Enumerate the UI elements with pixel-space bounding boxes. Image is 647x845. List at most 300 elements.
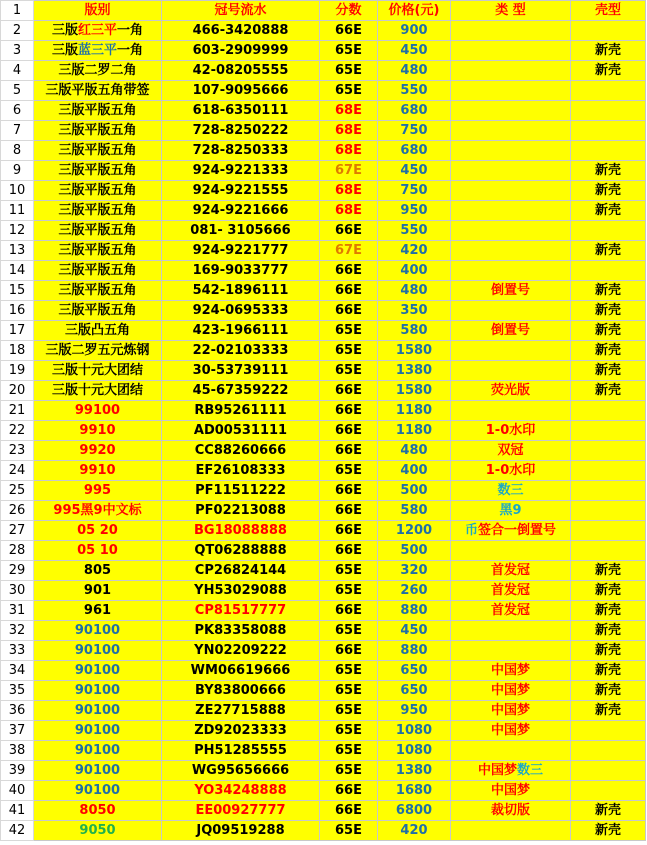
row-number[interactable]: 9 <box>1 161 34 181</box>
row-number[interactable]: 41 <box>1 801 34 821</box>
grade-cell[interactable] <box>320 101 378 121</box>
serial-cell[interactable] <box>162 81 320 101</box>
version-cell[interactable] <box>34 641 162 661</box>
row-number[interactable]: 6 <box>1 101 34 121</box>
price-cell[interactable] <box>378 621 451 641</box>
price-cell[interactable] <box>378 321 451 341</box>
row-number[interactable]: 40 <box>1 781 34 801</box>
holder-cell[interactable] <box>571 101 646 121</box>
serial-cell[interactable] <box>162 261 320 281</box>
holder-cell[interactable] <box>571 401 646 421</box>
version-cell[interactable] <box>34 421 162 441</box>
type-cell[interactable] <box>451 541 571 561</box>
holder-cell[interactable] <box>571 121 646 141</box>
serial-cell[interactable] <box>162 381 320 401</box>
row-number[interactable]: 35 <box>1 681 34 701</box>
serial-cell[interactable] <box>162 201 320 221</box>
serial-cell[interactable] <box>162 561 320 581</box>
holder-cell[interactable] <box>571 561 646 581</box>
serial-cell[interactable] <box>162 141 320 161</box>
grade-cell[interactable] <box>320 581 378 601</box>
type-cell[interactable] <box>451 561 571 581</box>
serial-cell[interactable] <box>162 301 320 321</box>
price-cell[interactable] <box>378 241 451 261</box>
row-number[interactable]: 5 <box>1 81 34 101</box>
version-cell[interactable] <box>34 281 162 301</box>
type-cell[interactable] <box>451 581 571 601</box>
grade-cell[interactable] <box>320 41 378 61</box>
row-number[interactable]: 29 <box>1 561 34 581</box>
serial-cell[interactable] <box>162 61 320 81</box>
holder-cell[interactable] <box>571 41 646 61</box>
version-cell[interactable] <box>34 761 162 781</box>
row-number[interactable]: 15 <box>1 281 34 301</box>
row-number[interactable]: 30 <box>1 581 34 601</box>
serial-cell[interactable] <box>162 801 320 821</box>
holder-cell[interactable] <box>571 621 646 641</box>
holder-cell[interactable] <box>571 441 646 461</box>
grade-cell[interactable] <box>320 781 378 801</box>
row-number[interactable]: 33 <box>1 641 34 661</box>
row-number[interactable]: 18 <box>1 341 34 361</box>
version-cell[interactable] <box>34 41 162 61</box>
price-cell[interactable] <box>378 501 451 521</box>
row-number[interactable]: 37 <box>1 721 34 741</box>
grade-cell[interactable] <box>320 201 378 221</box>
type-cell[interactable] <box>451 441 571 461</box>
cell-text: 66E <box>335 283 362 298</box>
serial-cell[interactable] <box>162 821 320 841</box>
type-cell[interactable] <box>451 381 571 401</box>
serial-cell[interactable] <box>162 121 320 141</box>
grade-cell[interactable] <box>320 401 378 421</box>
version-cell[interactable] <box>34 101 162 121</box>
serial-cell[interactable] <box>162 41 320 61</box>
row-number[interactable]: 2 <box>1 21 34 41</box>
serial-cell[interactable] <box>162 461 320 481</box>
type-cell[interactable] <box>451 61 571 81</box>
grade-cell[interactable] <box>320 701 378 721</box>
holder-cell[interactable] <box>571 721 646 741</box>
grade-cell[interactable] <box>320 821 378 841</box>
grade-cell[interactable] <box>320 141 378 161</box>
price-cell[interactable] <box>378 281 451 301</box>
serial-cell[interactable] <box>162 761 320 781</box>
row-number[interactable]: 42 <box>1 821 34 841</box>
holder-cell[interactable] <box>571 161 646 181</box>
price-cell[interactable] <box>378 821 451 841</box>
price-cell[interactable] <box>378 781 451 801</box>
type-cell[interactable] <box>451 701 571 721</box>
holder-cell[interactable] <box>571 741 646 761</box>
version-cell[interactable] <box>34 821 162 841</box>
grade-cell[interactable] <box>320 681 378 701</box>
type-cell[interactable] <box>451 201 571 221</box>
price-cell[interactable] <box>378 561 451 581</box>
serial-cell[interactable] <box>162 601 320 621</box>
holder-cell[interactable] <box>571 661 646 681</box>
row-number[interactable]: 20 <box>1 381 34 401</box>
table-row <box>1 741 646 761</box>
type-cell[interactable] <box>451 321 571 341</box>
price-cell[interactable] <box>378 741 451 761</box>
price-cell[interactable] <box>378 541 451 561</box>
version-cell[interactable] <box>34 61 162 81</box>
price-cell[interactable] <box>378 581 451 601</box>
version-cell[interactable] <box>34 661 162 681</box>
row-number[interactable]: 24 <box>1 461 34 481</box>
version-cell[interactable] <box>34 241 162 261</box>
grade-cell[interactable] <box>320 761 378 781</box>
header-cell-grade[interactable]: 分数 <box>320 1 378 21</box>
grade-cell[interactable] <box>320 341 378 361</box>
type-cell[interactable] <box>451 21 571 41</box>
type-cell[interactable] <box>451 101 571 121</box>
holder-cell[interactable] <box>571 61 646 81</box>
row-number[interactable]: 21 <box>1 401 34 421</box>
table-row <box>1 21 646 41</box>
holder-cell[interactable] <box>571 261 646 281</box>
holder-cell[interactable] <box>571 361 646 381</box>
serial-cell[interactable] <box>162 361 320 381</box>
serial-cell[interactable] <box>162 521 320 541</box>
type-cell[interactable] <box>451 281 571 301</box>
serial-cell[interactable] <box>162 161 320 181</box>
type-cell[interactable] <box>451 221 571 241</box>
row-number[interactable]: 10 <box>1 181 34 201</box>
type-cell[interactable] <box>451 301 571 321</box>
price-cell[interactable] <box>378 461 451 481</box>
grade-cell[interactable] <box>320 541 378 561</box>
price-cell[interactable] <box>378 121 451 141</box>
grade-cell[interactable] <box>320 301 378 321</box>
row-number[interactable]: 4 <box>1 61 34 81</box>
grade-cell[interactable] <box>320 81 378 101</box>
row-number[interactable]: 16 <box>1 301 34 321</box>
price-cell[interactable] <box>378 201 451 221</box>
type-cell[interactable] <box>451 641 571 661</box>
price-cell[interactable] <box>378 341 451 361</box>
type-cell[interactable] <box>451 121 571 141</box>
type-cell[interactable] <box>451 741 571 761</box>
price-cell[interactable] <box>378 261 451 281</box>
type-cell[interactable] <box>451 461 571 481</box>
version-cell[interactable] <box>34 301 162 321</box>
row-number[interactable]: 32 <box>1 621 34 641</box>
price-cell[interactable] <box>378 181 451 201</box>
header-cell-serial[interactable]: 冠号流水 <box>162 1 320 21</box>
grade-cell[interactable] <box>320 661 378 681</box>
holder-cell[interactable] <box>571 461 646 481</box>
holder-cell[interactable] <box>571 761 646 781</box>
grade-cell[interactable] <box>320 501 378 521</box>
serial-cell[interactable] <box>162 441 320 461</box>
price-cell[interactable] <box>378 81 451 101</box>
type-cell[interactable] <box>451 361 571 381</box>
row-number[interactable]: 12 <box>1 221 34 241</box>
row-number[interactable]: 19 <box>1 361 34 381</box>
type-cell[interactable] <box>451 501 571 521</box>
grade-cell[interactable] <box>320 261 378 281</box>
serial-cell[interactable] <box>162 541 320 561</box>
version-cell[interactable] <box>34 601 162 621</box>
type-cell[interactable] <box>451 81 571 101</box>
grade-cell[interactable] <box>320 421 378 441</box>
type-cell[interactable] <box>451 421 571 441</box>
serial-cell[interactable] <box>162 181 320 201</box>
type-cell[interactable] <box>451 521 571 541</box>
holder-cell[interactable] <box>571 281 646 301</box>
grade-cell[interactable] <box>320 181 378 201</box>
price-cell[interactable] <box>378 361 451 381</box>
serial-cell[interactable] <box>162 501 320 521</box>
version-cell[interactable] <box>34 201 162 221</box>
version-cell[interactable] <box>34 461 162 481</box>
price-cell[interactable] <box>378 421 451 441</box>
grade-cell[interactable] <box>320 601 378 621</box>
holder-cell[interactable] <box>571 821 646 841</box>
type-cell[interactable] <box>451 261 571 281</box>
version-cell[interactable] <box>34 321 162 341</box>
holder-cell[interactable] <box>571 201 646 221</box>
price-cell[interactable] <box>378 221 451 241</box>
grade-cell[interactable] <box>320 221 378 241</box>
version-cell[interactable] <box>34 501 162 521</box>
serial-cell[interactable] <box>162 321 320 341</box>
grade-cell[interactable] <box>320 521 378 541</box>
holder-cell[interactable] <box>571 81 646 101</box>
header-cell-holder[interactable]: 壳型 <box>571 1 646 21</box>
price-cell[interactable] <box>378 61 451 81</box>
version-cell[interactable] <box>34 481 162 501</box>
version-cell[interactable] <box>34 581 162 601</box>
type-cell[interactable] <box>451 821 571 841</box>
version-cell[interactable] <box>34 401 162 421</box>
price-cell[interactable] <box>378 101 451 121</box>
version-cell[interactable] <box>34 441 162 461</box>
version-cell[interactable] <box>34 701 162 721</box>
type-cell[interactable] <box>451 481 571 501</box>
version-cell[interactable] <box>34 621 162 641</box>
type-cell[interactable] <box>451 341 571 361</box>
row-number[interactable]: 27 <box>1 521 34 541</box>
price-cell[interactable] <box>378 801 451 821</box>
grade-cell[interactable] <box>320 741 378 761</box>
grade-cell[interactable] <box>320 461 378 481</box>
serial-cell[interactable] <box>162 421 320 441</box>
serial-cell[interactable] <box>162 701 320 721</box>
type-cell[interactable] <box>451 721 571 741</box>
grade-cell[interactable] <box>320 441 378 461</box>
type-cell[interactable] <box>451 41 571 61</box>
holder-cell[interactable] <box>571 421 646 441</box>
holder-cell[interactable] <box>571 381 646 401</box>
version-cell[interactable] <box>34 221 162 241</box>
version-cell[interactable] <box>34 721 162 741</box>
type-cell[interactable] <box>451 161 571 181</box>
holder-cell[interactable] <box>571 241 646 261</box>
holder-cell[interactable] <box>571 321 646 341</box>
version-cell[interactable] <box>34 801 162 821</box>
header-cell-version[interactable]: 版别 <box>34 1 162 21</box>
holder-cell[interactable] <box>571 341 646 361</box>
holder-cell[interactable] <box>571 581 646 601</box>
version-cell[interactable] <box>34 681 162 701</box>
row-number[interactable]: 34 <box>1 661 34 681</box>
serial-cell[interactable] <box>162 241 320 261</box>
row-number[interactable]: 7 <box>1 121 34 141</box>
row-number[interactable]: 17 <box>1 321 34 341</box>
cell-text: 1180 <box>395 403 433 418</box>
price-cell[interactable] <box>378 601 451 621</box>
holder-cell[interactable] <box>571 141 646 161</box>
version-cell[interactable] <box>34 161 162 181</box>
header-cell-price[interactable]: 价格(元) <box>378 1 451 21</box>
type-cell[interactable] <box>451 401 571 421</box>
row-number[interactable]: 28 <box>1 541 34 561</box>
version-cell[interactable] <box>34 141 162 161</box>
header-cell-type[interactable]: 类 型 <box>451 1 571 21</box>
grade-cell[interactable] <box>320 61 378 81</box>
type-cell[interactable] <box>451 661 571 681</box>
holder-cell[interactable] <box>571 221 646 241</box>
price-cell[interactable] <box>378 721 451 741</box>
cell-text: 65E <box>335 63 362 78</box>
price-cell[interactable] <box>378 661 451 681</box>
serial-cell[interactable] <box>162 221 320 241</box>
row-number[interactable]: 25 <box>1 481 34 501</box>
type-cell[interactable] <box>451 781 571 801</box>
serial-cell[interactable] <box>162 21 320 41</box>
cell-text: 新壳 <box>594 383 621 398</box>
row-number[interactable]: 39 <box>1 761 34 781</box>
type-cell[interactable] <box>451 141 571 161</box>
row-number[interactable]: 1 <box>1 1 34 21</box>
holder-cell[interactable] <box>571 541 646 561</box>
row-number[interactable]: 13 <box>1 241 34 261</box>
price-cell[interactable] <box>378 41 451 61</box>
holder-cell[interactable] <box>571 641 646 661</box>
type-cell[interactable] <box>451 801 571 821</box>
version-cell[interactable] <box>34 81 162 101</box>
row-number[interactable]: 14 <box>1 261 34 281</box>
version-cell[interactable] <box>34 541 162 561</box>
version-cell[interactable] <box>34 781 162 801</box>
row-number[interactable]: 31 <box>1 601 34 621</box>
price-cell[interactable] <box>378 481 451 501</box>
grade-cell[interactable] <box>320 641 378 661</box>
price-cell[interactable] <box>378 301 451 321</box>
price-cell[interactable] <box>378 381 451 401</box>
price-cell[interactable] <box>378 141 451 161</box>
price-cell[interactable] <box>378 441 451 461</box>
row-number[interactable]: 26 <box>1 501 34 521</box>
type-cell[interactable] <box>451 241 571 261</box>
grade-cell[interactable] <box>320 321 378 341</box>
serial-cell[interactable] <box>162 101 320 121</box>
holder-cell[interactable] <box>571 601 646 621</box>
grade-cell[interactable] <box>320 561 378 581</box>
price-cell[interactable] <box>378 701 451 721</box>
holder-cell[interactable] <box>571 701 646 721</box>
serial-cell[interactable] <box>162 661 320 681</box>
row-number[interactable]: 8 <box>1 141 34 161</box>
row-number[interactable]: 23 <box>1 441 34 461</box>
price-cell[interactable] <box>378 761 451 781</box>
grade-cell[interactable] <box>320 381 378 401</box>
serial-cell[interactable] <box>162 581 320 601</box>
row-number[interactable]: 11 <box>1 201 34 221</box>
grade-cell[interactable] <box>320 161 378 181</box>
price-cell[interactable] <box>378 521 451 541</box>
grade-cell[interactable] <box>320 281 378 301</box>
type-cell[interactable] <box>451 601 571 621</box>
grade-cell[interactable] <box>320 241 378 261</box>
version-cell[interactable] <box>34 261 162 281</box>
serial-cell[interactable] <box>162 721 320 741</box>
serial-cell[interactable] <box>162 641 320 661</box>
row-number[interactable]: 22 <box>1 421 34 441</box>
row-number[interactable]: 38 <box>1 741 34 761</box>
holder-cell[interactable] <box>571 681 646 701</box>
grade-cell[interactable] <box>320 121 378 141</box>
version-cell[interactable] <box>34 181 162 201</box>
row-number[interactable]: 3 <box>1 41 34 61</box>
serial-cell[interactable] <box>162 341 320 361</box>
version-cell[interactable] <box>34 341 162 361</box>
grade-cell[interactable] <box>320 721 378 741</box>
holder-cell[interactable] <box>571 521 646 541</box>
serial-cell[interactable] <box>162 681 320 701</box>
version-cell[interactable] <box>34 741 162 761</box>
serial-cell[interactable] <box>162 741 320 761</box>
price-cell[interactable] <box>378 161 451 181</box>
type-cell[interactable] <box>451 181 571 201</box>
serial-cell[interactable] <box>162 401 320 421</box>
version-cell[interactable] <box>34 521 162 541</box>
holder-cell[interactable] <box>571 501 646 521</box>
holder-cell[interactable] <box>571 481 646 501</box>
serial-cell[interactable] <box>162 781 320 801</box>
version-cell[interactable] <box>34 121 162 141</box>
serial-cell[interactable] <box>162 281 320 301</box>
type-cell[interactable] <box>451 681 571 701</box>
holder-cell[interactable] <box>571 21 646 41</box>
version-cell[interactable] <box>34 361 162 381</box>
grade-cell[interactable] <box>320 481 378 501</box>
price-cell[interactable] <box>378 21 451 41</box>
grade-cell[interactable] <box>320 361 378 381</box>
grade-cell[interactable] <box>320 21 378 41</box>
grade-cell[interactable] <box>320 801 378 821</box>
price-cell[interactable] <box>378 681 451 701</box>
row-number[interactable]: 36 <box>1 701 34 721</box>
grade-cell[interactable] <box>320 621 378 641</box>
holder-cell[interactable] <box>571 801 646 821</box>
price-cell[interactable] <box>378 401 451 421</box>
holder-cell[interactable] <box>571 301 646 321</box>
serial-cell[interactable] <box>162 621 320 641</box>
version-cell[interactable] <box>34 561 162 581</box>
price-cell[interactable] <box>378 641 451 661</box>
serial-cell[interactable] <box>162 481 320 501</box>
holder-cell[interactable] <box>571 781 646 801</box>
holder-cell[interactable] <box>571 181 646 201</box>
type-cell[interactable] <box>451 761 571 781</box>
version-cell[interactable] <box>34 21 162 41</box>
version-cell[interactable] <box>34 381 162 401</box>
type-cell[interactable] <box>451 621 571 641</box>
